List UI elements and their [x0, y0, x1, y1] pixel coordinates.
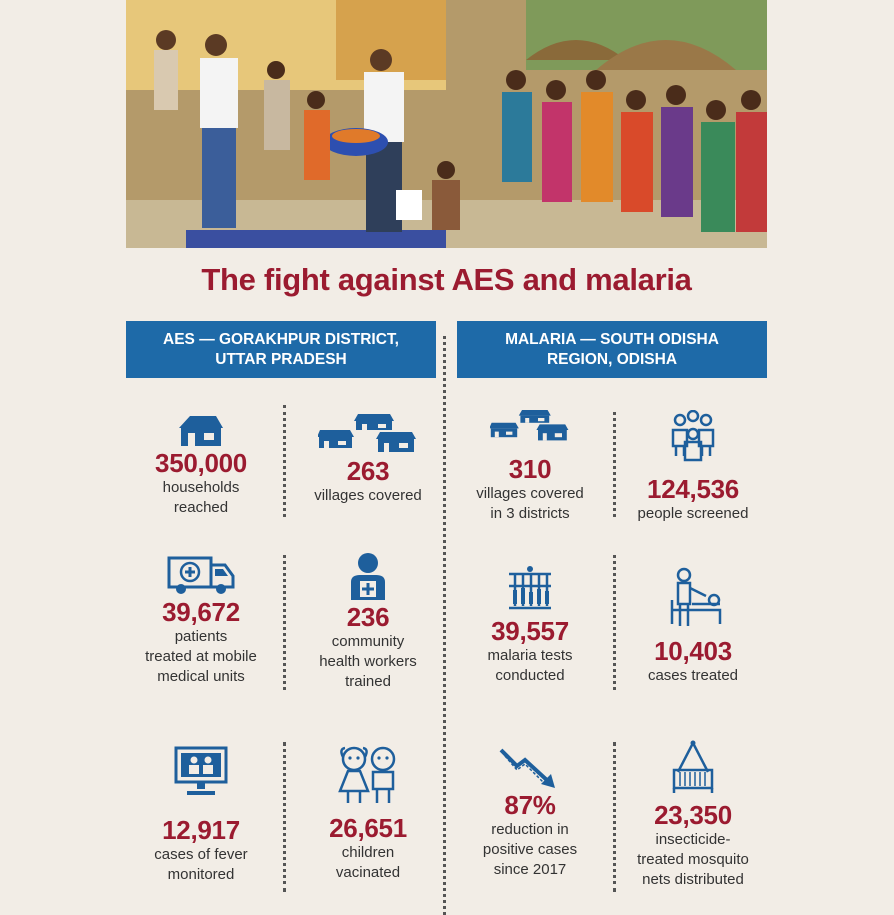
- stat-value: 310: [508, 454, 552, 484]
- stat-value: 263: [346, 456, 390, 486]
- stat-value: 124,536: [647, 474, 739, 504]
- stat-malaria-villages: [455, 406, 605, 524]
- center-divider: [443, 336, 446, 915]
- stat-label: children vacinated: [335, 844, 401, 881]
- malaria-banner-line2: REGION, ODISHA: [546, 350, 678, 368]
- stat-label: households reached: [162, 479, 240, 516]
- divider: [613, 555, 616, 690]
- malaria-banner: [457, 321, 767, 378]
- stat-value: 39,672: [162, 597, 240, 627]
- stat-patients: [126, 555, 276, 687]
- divider: [283, 742, 286, 892]
- patient-bed-icon: [658, 566, 728, 632]
- divider: [613, 412, 616, 517]
- stat-value: 87%: [504, 790, 556, 820]
- malaria-banner-line1: MALARIA — SOUTH ODISHA: [505, 330, 719, 348]
- stat-label: malaria tests conducted: [487, 647, 573, 684]
- stat-malaria-tests: [455, 566, 605, 686]
- aes-banner: [126, 321, 436, 378]
- stat-value: 350,000: [155, 448, 247, 478]
- village-icon: [490, 406, 570, 446]
- people-group-icon: [668, 410, 718, 462]
- children-icon: [335, 745, 401, 807]
- divider: [613, 742, 616, 892]
- stat-value: 12,917: [162, 815, 240, 845]
- stat-health-workers: [293, 552, 443, 692]
- header-photo: [126, 0, 767, 248]
- stat-households: [126, 412, 276, 518]
- stat-label: cases of fever monitored: [154, 846, 248, 883]
- monitor-icon: [173, 745, 229, 797]
- stat-reduction: [455, 746, 605, 880]
- village-icon: [318, 412, 418, 456]
- stat-children: [293, 745, 443, 883]
- mosquito-net-icon: [670, 740, 716, 794]
- stat-value: 23,350: [654, 800, 732, 830]
- stat-label: villages covered: [314, 487, 422, 504]
- stat-cases-treated: [618, 566, 768, 686]
- divider: [283, 555, 286, 690]
- stat-label: patients treated at mobile medical units: [145, 628, 257, 685]
- aes-banner-line1: AES — GORAKHPUR DISTRICT,: [163, 330, 399, 348]
- stat-label: cases treated: [647, 667, 739, 684]
- test-tubes-icon: [507, 566, 553, 610]
- stat-label: villages covered in 3 districts: [476, 485, 584, 522]
- stat-value: 39,557: [491, 616, 569, 646]
- stat-label: insecticide- treated mosquito nets distributed: [637, 831, 749, 888]
- stat-value: 26,651: [329, 813, 407, 843]
- divider: [283, 405, 286, 517]
- stat-label: reduction in positive cases since 2017: [482, 821, 578, 878]
- stat-people-screened: [618, 410, 768, 524]
- trend-down-icon: [497, 746, 563, 790]
- stat-villages: [293, 412, 443, 506]
- house-icon: [176, 412, 226, 448]
- stat-label: people screened: [637, 505, 749, 522]
- stat-value: 10,403: [654, 636, 732, 666]
- aes-banner-line2: UTTAR PRADESH: [215, 350, 347, 368]
- stat-label: community health workers trained: [319, 633, 417, 690]
- ambulance-icon: [165, 555, 237, 597]
- stat-fever-cases: [126, 745, 276, 885]
- stat-value: 236: [346, 602, 390, 632]
- stat-mosquito-nets: [618, 740, 768, 890]
- page-title: The fight against AES and malaria: [201, 262, 692, 297]
- health-worker-icon: [348, 552, 388, 602]
